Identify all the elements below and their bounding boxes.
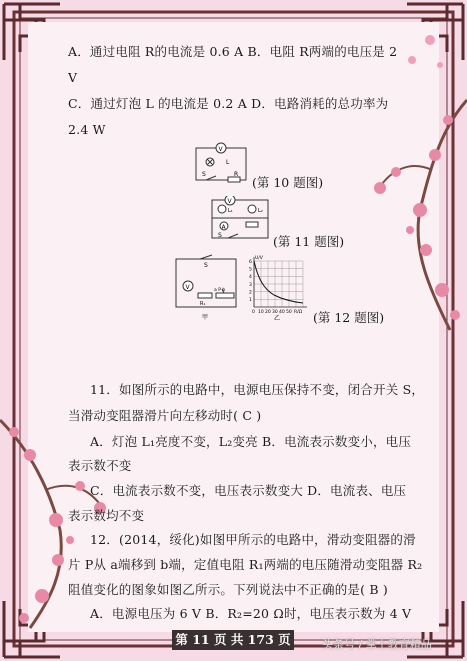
fig12-x-tick: 30: [272, 310, 278, 315]
fig12-x-tick: 10: [258, 310, 264, 315]
watermark-text: 头条号 / 掌上教育精品: [322, 638, 432, 651]
q12-stem-line3: 阻值变化的图象如图乙所示。下列说法中不正确的是( B ): [68, 582, 388, 597]
q11-stem-line1: 11．如图所示的电路中，电源电压保持不变，闭合开关 S，: [90, 382, 425, 397]
fig12-switch-label: S: [204, 262, 208, 269]
fig12-y-tick: 3: [249, 283, 252, 288]
q10-option-ab-line1: A．通过电阻 R的电流是 0.6 A B．电阻 R两端的电压是 2: [68, 44, 398, 59]
fig12-y-tick: 6: [249, 260, 252, 265]
fig12-voltmeter-label: V: [185, 284, 190, 291]
fig12-resistor-label: R₁: [200, 301, 206, 307]
blossom-branch-top-right-icon: [400, 20, 450, 80]
fig12-y-axis-label: U/V: [255, 256, 263, 261]
fig12-graph-yi: [249, 255, 307, 322]
fig11-lamp2-label: L₂: [258, 208, 263, 214]
fig11-lamp1-label: L₁: [228, 208, 233, 214]
fig12-y-tick: 5: [249, 267, 252, 273]
fig12-x-tick: 50: [286, 310, 292, 315]
figure-11-caption: (第 11 题图): [273, 234, 345, 249]
q10-option-cd-line1: C．通过灯泡 L 的电流是 0.2 A D．电路消耗的总功率为: [68, 96, 389, 111]
fig12-y-tick: 2: [249, 290, 252, 296]
fig12-panel-jia-label: 甲: [202, 314, 209, 321]
fig12-y-tick: 4: [249, 275, 252, 280]
page-number-label: 第 11 页 共 173 页: [172, 630, 294, 650]
q11-option-cd-line2: 表示数均不变: [68, 508, 145, 523]
q12-stem-line1: 12．(2014，绥化)如图甲所示的电路中，滑动变阻器的滑: [90, 532, 416, 547]
q12-option-ab-line1: A．电源电压为 6 V B．R₂=20 Ω时，电压表示数为 4 V: [90, 606, 412, 621]
fig12-x-tick: 40: [279, 310, 285, 315]
figure-10-caption: (第 10 题图): [252, 175, 324, 190]
fig10-lamp-label: L: [226, 159, 230, 166]
fig11-voltmeter-label: V: [227, 198, 232, 205]
fig12-x-tick: 20: [265, 310, 271, 315]
fig11-switch-label: S: [218, 232, 222, 239]
fig10-switch-label: S: [202, 171, 206, 178]
q10-option-cd-line2: 2.4 W: [68, 122, 106, 137]
figure-10-circuit: [192, 142, 250, 186]
fig12-x-axis-label: R/Ω: [294, 310, 303, 315]
fig12-circuit-jia: [176, 255, 236, 321]
figure-12-circuit-and-graph: [170, 253, 312, 323]
q12-stem-line2: 片 P从 a端移到 b端，定值电阻 R₁两端的电压随滑动变阻器 R₂: [68, 557, 423, 572]
fig12-slider-labels: a P b: [214, 288, 226, 293]
fig11-ammeter-label: A: [221, 224, 226, 231]
fig10-voltmeter-label: V: [218, 146, 223, 153]
q11-option-ab-line2: 表示数不变: [68, 458, 132, 473]
fig12-y-tick: 1: [249, 298, 252, 303]
figure-12-caption: (第 12 题图): [313, 310, 385, 325]
fig10-resistor-label: R: [234, 171, 239, 178]
figure-11-circuit: [208, 196, 272, 242]
q11-stem-line2: 当滑动变阻器滑片向左移动时( C ): [68, 408, 262, 423]
fig12-x-tick: 0: [252, 310, 255, 315]
q11-option-cd-line1: C．电流表示数不变，电压表示数变大 D．电流表、电压: [90, 483, 407, 498]
fig12-panel-yi-label: 乙: [274, 315, 281, 322]
q10-option-ab-line2: V: [68, 70, 78, 85]
q11-option-ab-line1: A．灯泡 L₁亮度不变，L₂变亮 B．电流表示数变小，电压: [90, 434, 412, 449]
